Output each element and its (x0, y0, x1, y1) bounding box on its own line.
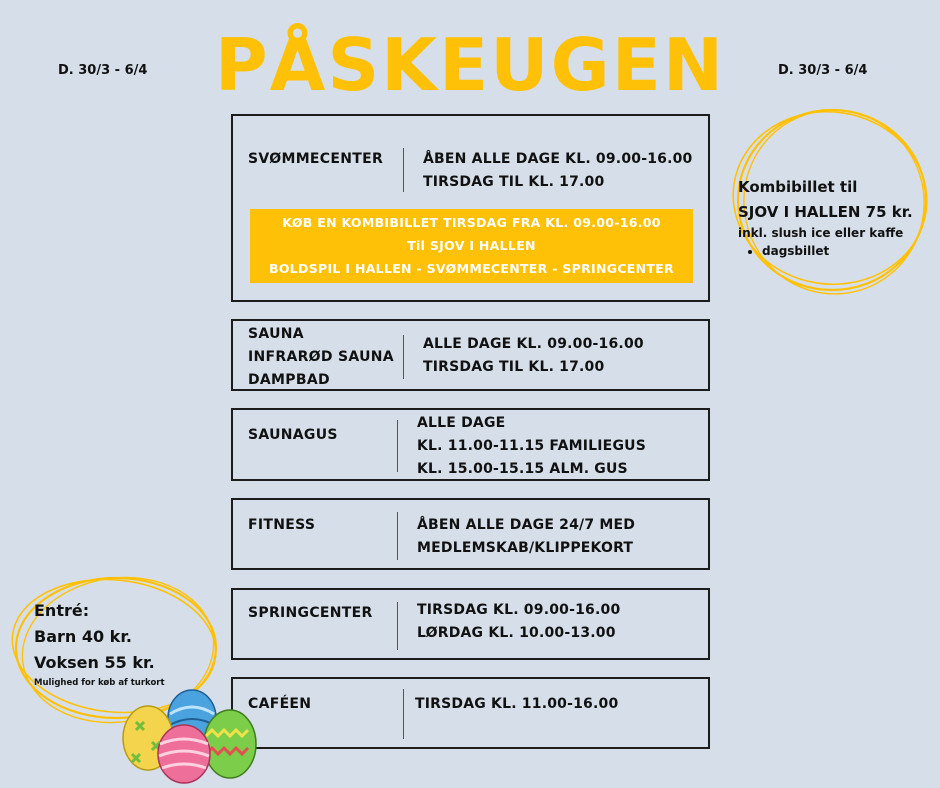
section-info (423, 148, 693, 194)
banner-line: Til SJOV I HALLEN (407, 238, 536, 253)
kombi-line-1: Kombibillet til (738, 178, 858, 196)
kombi-line-3: inkl. slush ice eller kaffe (738, 226, 904, 240)
info-line: TIRSDAG KL. 09.00-16.00 (417, 602, 621, 618)
date-range-right: D. 30/3 - 6/4 (778, 63, 868, 78)
info-line: LØRDAG KL. 10.00-13.00 (417, 625, 616, 641)
divider (403, 148, 404, 192)
info-line: ALLE DAGE (417, 415, 506, 431)
name-line: INFRARØD SAUNA (248, 349, 394, 365)
info-line: TIRSDAG TIL KL. 17.00 (423, 359, 605, 375)
divider (403, 335, 404, 379)
section-name: SPRINGCENTER (248, 605, 373, 621)
divider (397, 602, 398, 650)
easter-eggs-icon (118, 688, 258, 784)
page-title: PÅSKEUGEN (214, 23, 726, 107)
section-fitness (231, 498, 710, 570)
section-sauna (231, 319, 710, 391)
price-barn: Barn 40 kr. (34, 627, 133, 646)
turkort-note: Mulighed for køb af turkort (34, 678, 165, 688)
section-cafeen (231, 677, 710, 749)
section-springcenter (231, 588, 710, 660)
info-line: ÅBEN ALLE DAGE KL. 09.00-16.00 (423, 151, 693, 167)
kombibillet-banner (250, 209, 693, 283)
section-saunagus (231, 408, 710, 481)
section-info (417, 514, 635, 560)
divider (403, 689, 404, 739)
section-svommecenter (231, 114, 710, 302)
section-name: FITNESS (248, 517, 316, 533)
kombi-list (738, 242, 933, 260)
kombi-line-2: SJOV I HALLEN 75 kr. (738, 203, 913, 221)
section-name: SVØMMECENTER (248, 151, 384, 167)
section-info: TIRSDAG KL. 11.00-16.00 (415, 696, 619, 712)
banner-line: KØB EN KOMBIBILLET TIRSDAG FRA KL. 09.00-16.00 (282, 215, 661, 230)
info-line: TIRSDAG TIL KL. 17.00 (423, 174, 605, 190)
section-name: CAFÉEN (248, 696, 312, 712)
section-info (417, 412, 646, 481)
info-line: MEDLEMSKAB/KLIPPEKORT (417, 540, 634, 556)
name-line: SAUNA (248, 326, 304, 342)
divider (397, 420, 398, 472)
banner-line: BOLDSPIL I HALLEN - SVØMMECENTER - SPRINGCENTER (269, 261, 674, 276)
section-info (417, 599, 620, 645)
section-info (423, 333, 644, 379)
section-name (248, 323, 394, 392)
entre-title: Entré: (34, 601, 90, 620)
name-line: DAMPBAD (248, 372, 330, 388)
info-line: ÅBEN ALLE DAGE 24/7 MED (417, 517, 636, 533)
entre-prices (34, 598, 224, 690)
section-name: SAUNAGUS (248, 427, 338, 443)
kombi-bullet: • dagsbillet (762, 242, 933, 260)
info-line: KL. 11.00-11.15 FAMILIEGUS (417, 438, 646, 454)
date-range-left: D. 30/3 - 6/4 (58, 63, 148, 78)
divider (397, 512, 398, 560)
kombibillet-note (738, 174, 933, 260)
info-line: KL. 15.00-15.15 ALM. GUS (417, 461, 628, 477)
price-voksen: Voksen 55 kr. (34, 653, 155, 672)
info-line: ALLE DAGE KL. 09.00-16.00 (423, 336, 644, 352)
